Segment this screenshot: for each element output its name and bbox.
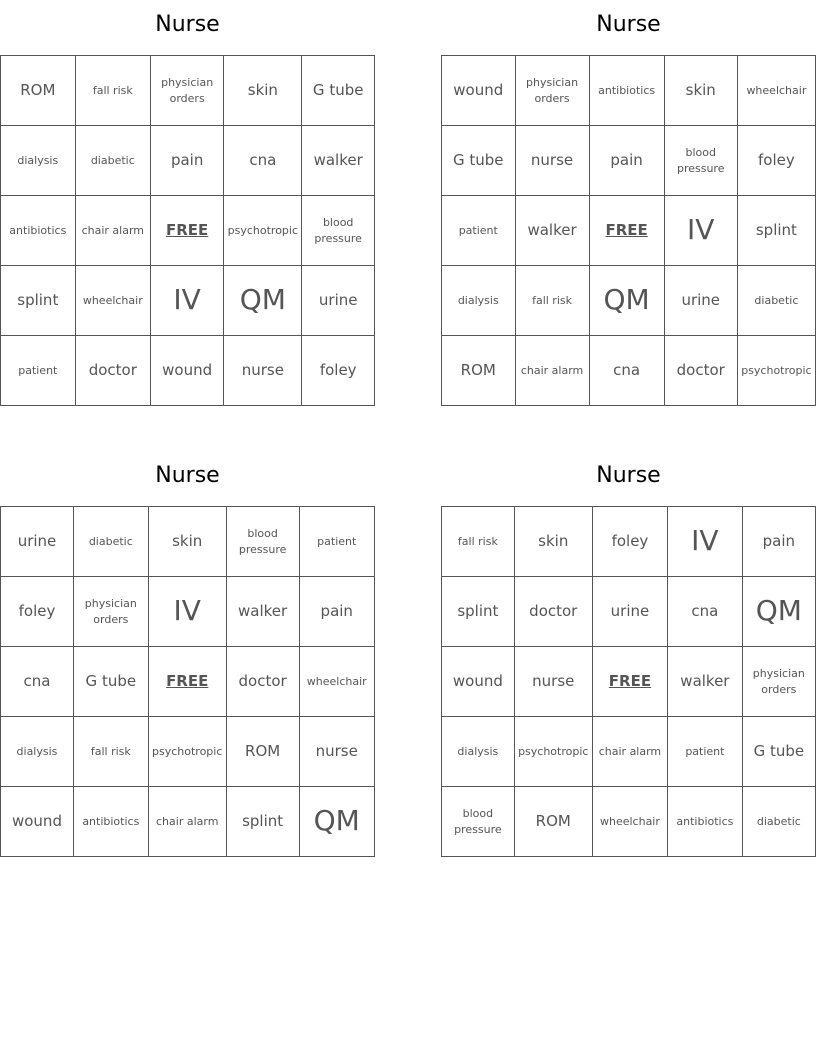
bingo-cell: dialysis <box>442 266 516 336</box>
bingo-cell: blood pressure <box>442 787 515 857</box>
bingo-cell: patient <box>442 196 516 266</box>
grid-row <box>1 126 375 196</box>
bingo-cell: cna <box>1 647 74 717</box>
bingo-cell: foley <box>1 577 74 647</box>
bingo-cell: wheelchair <box>592 787 667 857</box>
bingo-cell: walker <box>302 126 375 196</box>
bingo-cell: cna <box>589 336 664 406</box>
bingo-cell: patient <box>1 336 76 406</box>
grid-row <box>1 787 375 857</box>
grid-row <box>1 266 375 336</box>
bingo-cell: wound <box>442 56 516 126</box>
grid-row <box>1 647 375 717</box>
card-title: Nurse <box>155 463 220 488</box>
bingo-cell: fall risk <box>73 717 148 787</box>
bingo-cell: QM <box>589 266 664 336</box>
card-title: Nurse <box>596 12 661 37</box>
free-space-cell: FREE <box>148 647 226 717</box>
grid-row <box>442 577 816 647</box>
bingo-cell: dialysis <box>1 126 76 196</box>
bingo-cell: wheelchair <box>75 266 150 336</box>
bingo-cell: psychotropic <box>148 717 226 787</box>
bingo-cell: ROM <box>1 56 76 126</box>
bingo-cell: QM <box>299 787 375 857</box>
bingo-cell: chair alarm <box>148 787 226 857</box>
grid-row <box>442 266 816 336</box>
bingo-cell: skin <box>514 507 592 577</box>
grid-row <box>1 577 375 647</box>
bingo-cell: doctor <box>226 647 299 717</box>
bingo-cell: pain <box>150 126 223 196</box>
grid-row <box>1 507 375 577</box>
bingo-cell: splint <box>737 196 815 266</box>
bingo-cell: physician orders <box>150 56 223 126</box>
grid-row <box>442 507 816 577</box>
grid-row <box>442 647 816 717</box>
grid-row <box>442 336 816 406</box>
grid-row <box>1 56 375 126</box>
bingo-cell: blood pressure <box>226 507 299 577</box>
free-space-cell: FREE <box>592 647 667 717</box>
bingo-cell: fall risk <box>442 507 515 577</box>
bingo-cell: IV <box>668 507 743 577</box>
bingo-cell: splint <box>1 266 76 336</box>
bingo-cell: urine <box>1 507 74 577</box>
bingo-cell: dialysis <box>442 717 515 787</box>
bingo-cell: antibiotics <box>589 56 664 126</box>
bingo-cell: G tube <box>73 647 148 717</box>
bingo-cell: wheelchair <box>299 647 375 717</box>
bingo-cell: QM <box>224 266 302 336</box>
bingo-cell: physician orders <box>73 577 148 647</box>
card-title: Nurse <box>155 12 220 37</box>
grid-row <box>442 196 816 266</box>
bingo-cell: chair alarm <box>515 336 589 406</box>
bingo-cell: diabetic <box>73 507 148 577</box>
bingo-cell: blood pressure <box>302 196 375 266</box>
bingo-cell: wound <box>1 787 74 857</box>
bingo-cell: ROM <box>226 717 299 787</box>
bingo-cell: patient <box>299 507 375 577</box>
bingo-cell: doctor <box>514 577 592 647</box>
bingo-cell: IV <box>150 266 223 336</box>
bingo-cell: psychotropic <box>224 196 302 266</box>
bingo-cell: G tube <box>442 126 516 196</box>
bingo-cell: IV <box>664 196 737 266</box>
bingo-cell: chair alarm <box>75 196 150 266</box>
bingo-grid <box>441 506 816 857</box>
bingo-cell: foley <box>737 126 815 196</box>
bingo-cell: wound <box>150 336 223 406</box>
bingo-cell: cna <box>224 126 302 196</box>
free-space-cell: FREE <box>589 196 664 266</box>
bingo-cell: foley <box>302 336 375 406</box>
bingo-cell: antibiotics <box>668 787 743 857</box>
bingo-cell: G tube <box>742 717 815 787</box>
bingo-cell: fall risk <box>515 266 589 336</box>
bingo-cell: G tube <box>302 56 375 126</box>
bingo-cell: pain <box>589 126 664 196</box>
bingo-cell: cna <box>668 577 743 647</box>
bingo-cell: doctor <box>664 336 737 406</box>
bingo-cell: patient <box>668 717 743 787</box>
bingo-cell: physician orders <box>515 56 589 126</box>
bingo-cell: diabetic <box>737 266 815 336</box>
bingo-grid <box>441 55 816 406</box>
grid-row <box>1 196 375 266</box>
bingo-grid <box>0 55 375 406</box>
bingo-cell: fall risk <box>75 56 150 126</box>
bingo-cell: nurse <box>515 126 589 196</box>
grid-row <box>1 717 375 787</box>
bingo-cell: pain <box>742 507 815 577</box>
bingo-cell: urine <box>664 266 737 336</box>
bingo-cell: skin <box>148 507 226 577</box>
grid-row <box>442 787 816 857</box>
bingo-cell: pain <box>299 577 375 647</box>
bingo-cell: splint <box>442 577 515 647</box>
bingo-cell: doctor <box>75 336 150 406</box>
bingo-cell: blood pressure <box>664 126 737 196</box>
bingo-cell: antibiotics <box>73 787 148 857</box>
bingo-cell: wound <box>442 647 515 717</box>
grid-row <box>442 126 816 196</box>
grid-row <box>442 717 816 787</box>
bingo-cell: wheelchair <box>737 56 815 126</box>
bingo-cell: nurse <box>224 336 302 406</box>
bingo-cell: ROM <box>442 336 516 406</box>
grid-row <box>442 56 816 126</box>
free-space-cell: FREE <box>150 196 223 266</box>
bingo-cell: walker <box>226 577 299 647</box>
bingo-cell: psychotropic <box>737 336 815 406</box>
bingo-cell: physician orders <box>742 647 815 717</box>
bingo-cell: psychotropic <box>514 717 592 787</box>
bingo-cell: splint <box>226 787 299 857</box>
bingo-cell: skin <box>664 56 737 126</box>
grid-row <box>1 336 375 406</box>
bingo-cell: QM <box>742 577 815 647</box>
bingo-cell: nurse <box>299 717 375 787</box>
bingo-cell: dialysis <box>1 717 74 787</box>
bingo-cell: urine <box>592 577 667 647</box>
card-title: Nurse <box>596 463 661 488</box>
bingo-cell: chair alarm <box>592 717 667 787</box>
bingo-cell: walker <box>515 196 589 266</box>
bingo-cell: walker <box>668 647 743 717</box>
bingo-cell: antibiotics <box>1 196 76 266</box>
bingo-cell: urine <box>302 266 375 336</box>
bingo-cell: foley <box>592 507 667 577</box>
bingo-cell: diabetic <box>75 126 150 196</box>
bingo-cell: IV <box>148 577 226 647</box>
bingo-cell: nurse <box>514 647 592 717</box>
bingo-grid <box>0 506 375 857</box>
bingo-cell: ROM <box>514 787 592 857</box>
bingo-cell: diabetic <box>742 787 815 857</box>
bingo-cell: skin <box>224 56 302 126</box>
